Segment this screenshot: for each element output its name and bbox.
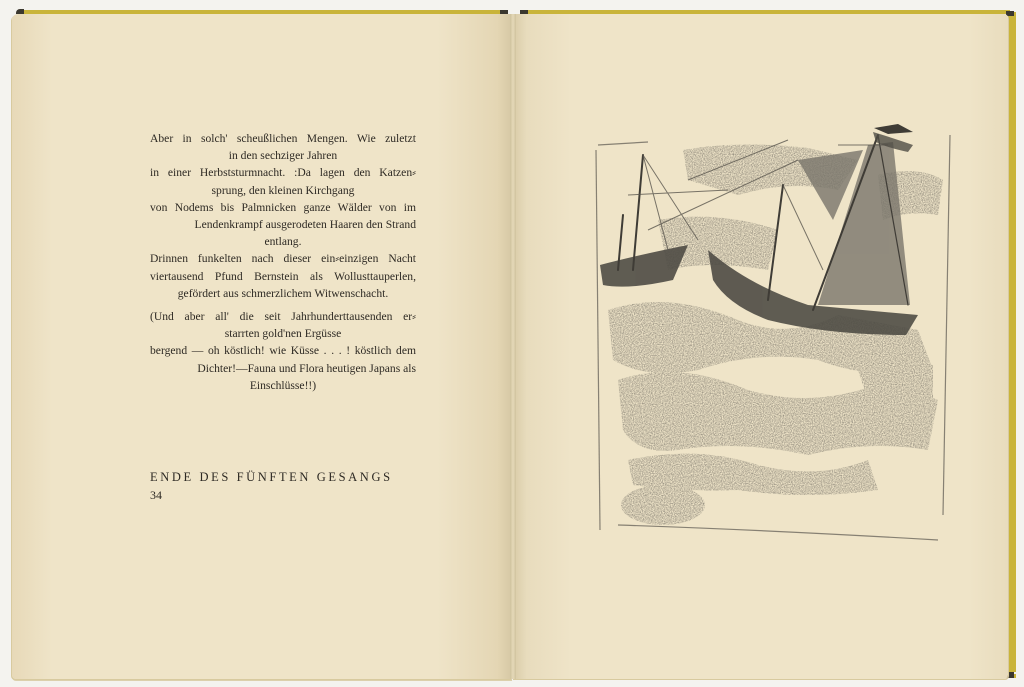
page-number: 34 bbox=[150, 488, 162, 502]
paragraph-2 bbox=[150, 308, 416, 394]
text-line: in einer Herbststurmnacht. :Da lagen den Katzen⸗ bbox=[150, 166, 416, 180]
text-line: gefördert aus schmerzlichem Witwenschacht. bbox=[177, 286, 389, 300]
paragraph-1 bbox=[150, 130, 416, 302]
text-line: viertausend Pfund Bernstein als Wollusttauperlen, bbox=[150, 269, 416, 283]
book-gutter bbox=[510, 14, 516, 679]
text-line: Aber in solch' scheußlichen Mengen. Wie zuletzt bbox=[150, 132, 416, 145]
text-line: starrten gold'nen Ergüsse bbox=[224, 327, 342, 341]
cover-right-edge bbox=[1008, 12, 1016, 672]
text-line: bergend — oh köstlich! wie Küsse . . . ! köstlich dem bbox=[150, 344, 416, 358]
text-line: Dichter!—Fauna und Flora heutigen Japans als bbox=[197, 361, 416, 375]
text-line: Drinnen funkelten nach dieser ein⸗einzigen Nacht bbox=[150, 252, 416, 266]
text-line: in den sechziger Jahren bbox=[228, 149, 338, 163]
poem-text bbox=[150, 130, 416, 400]
chapter-end-title: ENDE DES FÜNFTEN GESANGS bbox=[150, 470, 393, 484]
text-line: Einschlüsse!!) bbox=[249, 378, 317, 392]
sailboat-lithograph-illustration bbox=[588, 120, 958, 550]
text-line: (Und aber all' die seit Jahrhunderttausenden er⸗ bbox=[150, 310, 416, 324]
text-line: von Nodems bis Palmnicken ganze Wälder von im bbox=[150, 200, 416, 214]
text-line: entlang. bbox=[264, 235, 302, 249]
text-line: Lendenkrampf ausgerodeten Haaren den Strand bbox=[194, 218, 416, 232]
text-line: sprung, den kleinen Kirchgang bbox=[211, 183, 355, 197]
